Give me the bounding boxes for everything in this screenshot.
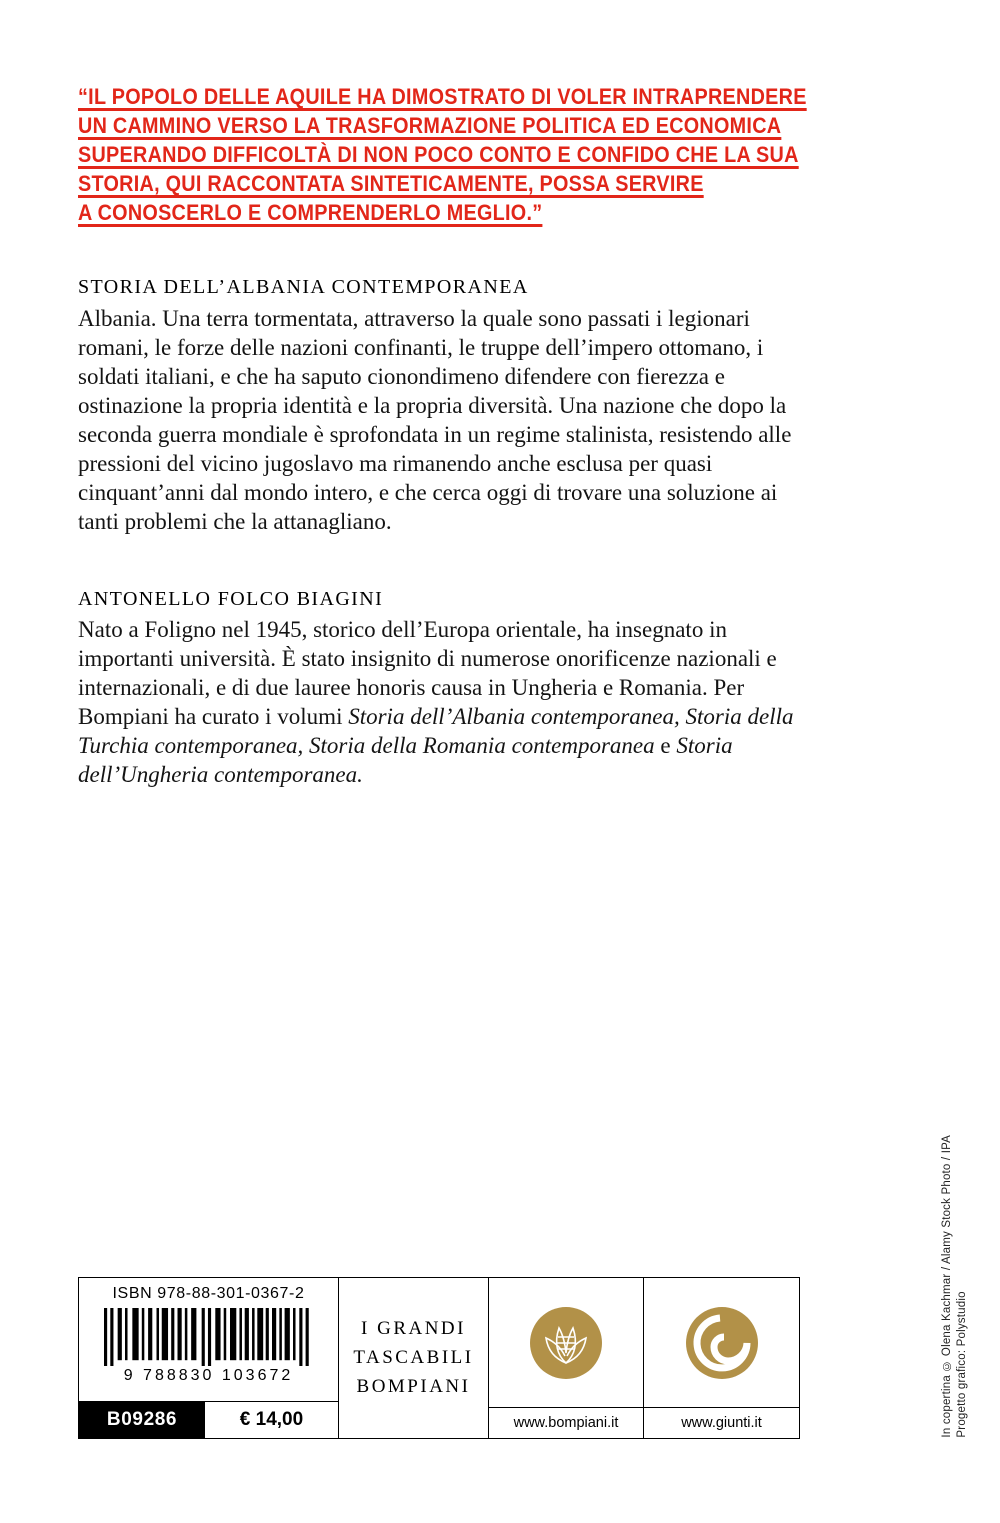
author-name-heading: ANTONELLO FOLCO BIAGINI [78,588,384,610]
quote-line: “IL POPOLO DELLE AQUILE HA DIMOSTRATO DI VOLER INTRAPRENDERE [78,84,807,109]
bompiani-cell [489,1278,644,1438]
series-cell [339,1278,489,1438]
credits-line-design: Progetto grafico: Polystudio [956,1291,968,1438]
giunti-url: www.giunti.it [644,1407,799,1438]
bompiani-logo-area [489,1278,643,1407]
quote-line: STORIA, QUI RACCONTATA SINTETICAMENTE, POSSA SERVIRE [78,171,704,196]
credits-line-cover: In copertina © Olena Kachmar / Alamy Stock Photo / IPA [941,1135,953,1438]
cover-quote [78,82,888,227]
price-row [79,1401,338,1438]
quote-line: SUPERANDO DIFFICOLTÀ DI NON POCO CONTO E CONFIDO CHE LA SUA [78,142,799,167]
quote-line: UN CAMMINO VERSO LA TRASFORMAZIONE POLITICA ED ECONOMICA [78,113,782,138]
author-bio: Nato a Foligno nel 1945, storico dell’Europa orientale, ha insegnato in importanti università. È stato insignito di numerose onorificenze nazionali e internazionali, e di due lauree honoris causa in Ungheria e Romania. Per Bompiani ha curato i volumi Storia dell’Albania contemporanea, Storia della Turchia contemporanea, Storia della Romania contemporanea e Storia dell’Ungheria contemporanea. [78,617,794,787]
colophon-table [78,1277,800,1439]
barcode-digits: 9 788830 103672 [123,1367,294,1384]
isbn-label: ISBN 978-88-301-0367-2 [112,1285,305,1302]
edition-code-badge: B09286 [79,1402,205,1438]
price-label: € 14,00 [239,1409,304,1430]
book-description: Albania. Una terra tormentata, attraverso la quale sono passati i legionari romani, le forze delle nazioni confinanti, le truppe dell’impero ottomano, i soldati italiani, e che ha saputo cionondimeno difendere con fierezza e ostinazione la propria identità e la propria diversità. Una nazione che dopo la seconda guerra mondiale è sprofondata in un regime stalinista, resistendo alle pressioni del vicino jugoslavo ma rimanendo anche esclusa per quasi cinquant’anni dal mondo intero, e che cerca oggi di trovare una soluzione ai tanti problemi che la attanagliano. [78,306,792,534]
book-title-heading: STORIA DELL’ALBANIA CONTEMPORANEA [78,276,529,298]
giunti-logo-area [644,1278,799,1407]
barcode-cell [79,1278,339,1438]
series-line: BOMPIANI [356,1376,471,1397]
series-line: TASCABILI [353,1347,474,1368]
giunti-spiral-icon [686,1307,758,1379]
barcode-graphic [104,1308,314,1366]
giunti-cell [644,1278,799,1438]
bompiani-flower-icon [530,1307,602,1379]
quote-line: A CONOSCERLO E COMPRENDERLO MEGLIO.” [78,200,543,225]
bompiani-url: www.bompiani.it [489,1407,643,1438]
series-line: I GRANDI [361,1318,466,1339]
photo-credits [940,1135,970,1438]
